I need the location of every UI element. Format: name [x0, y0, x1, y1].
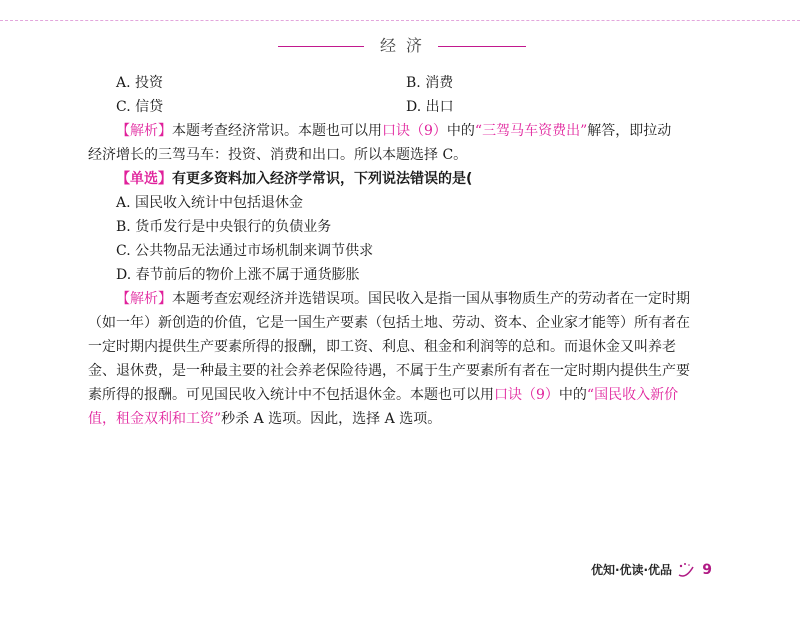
q1-option-d: D. 出口 [406, 99, 454, 115]
q1-option-c: C. 信贷 [116, 99, 164, 115]
q2-option-d: D. 春节前后的物价上涨不属于通货膨胀 [116, 267, 360, 283]
analysis-text: 秒杀 A 选项。因此，选择 A 选项。 [221, 411, 442, 427]
q2-option-b: B. 货币发行是中央银行的负债业务 [116, 219, 332, 235]
q2-analysis-line-2: （如一年）新创造的价值，它是一国生产要素（包括土地、劳动、资本、企业家才能等）所有者在 [88, 315, 690, 331]
analysis-text: 本题考查经济常识。本题也可以用 [172, 123, 382, 139]
analysis-tag: 【解析】 [116, 123, 172, 139]
analysis-text: 素所得的报酬。可见国民收入统计中不包括退休金。本题也可以用 [88, 387, 494, 403]
section-title: 经济 [379, 36, 432, 55]
q2-analysis-line-3: 一定时期内提供生产要素所得的报酬，即工资、利息、租金和利润等的总和。而退休金又叫养老 [88, 339, 676, 355]
mnemonic-phrase: “三驾马车资费出” [474, 123, 588, 139]
analysis-text: 中的 [558, 387, 587, 403]
q2-stem [116, 168, 756, 190]
mnemonic-ref: 口诀（9） [382, 123, 447, 139]
top-dashed-border [0, 20, 800, 21]
q1-analysis-line-2: 经济增长的三驾马车：投资、消费和出口。所以本题选择 C。 [88, 147, 468, 163]
q2-option-c: C. 公共物品无法通过市场机制来调节供求 [116, 243, 374, 259]
page-number: 9 [702, 562, 712, 578]
q2-analysis-line-6 [88, 408, 728, 430]
q2-analysis-line-5 [88, 384, 728, 406]
mnemonic-ref: 口诀（9） [494, 387, 559, 403]
single-choice-tag: 【单选】 [116, 171, 172, 187]
swoosh-icon [677, 561, 695, 579]
page-footer [591, 558, 712, 582]
header-rule-right [438, 46, 526, 47]
q2-option-a: A. 国民收入统计中包括退休金 [116, 195, 304, 211]
mnemonic-phrase: “国民收入新价 [586, 387, 679, 403]
footer-slogan: 优知·优读·优品 [590, 563, 673, 577]
q1-option-a: A. 投资 [116, 75, 164, 91]
analysis-tag: 【解析】 [116, 291, 172, 307]
q2-analysis-line-4: 金、退休费，是一种最主要的社会养老保险待遇，不属于生产要素所有者在一定时期内提供生产要 [88, 363, 690, 379]
analysis-text: 中的 [446, 123, 475, 139]
mnemonic-phrase: 值，租金双利和工资” [88, 411, 222, 427]
q1-options-row-1 [116, 72, 676, 94]
q2-analysis-line-1 [116, 288, 756, 310]
q1-option-b: B. 消费 [406, 75, 454, 91]
header-rule-left [278, 46, 364, 47]
q1-options-row-2 [116, 96, 676, 118]
q2-question: 有更多资料加入经济学常识，下列说法错误的是( [172, 171, 473, 187]
analysis-text: 解答，即拉动 [587, 123, 672, 139]
analysis-text: 本题考查宏观经济并选错误项。国民收入是指一国从事物质生产的劳动者在一定时期 [172, 291, 690, 307]
page-header [0, 34, 800, 58]
q1-analysis-line-1 [116, 120, 756, 142]
